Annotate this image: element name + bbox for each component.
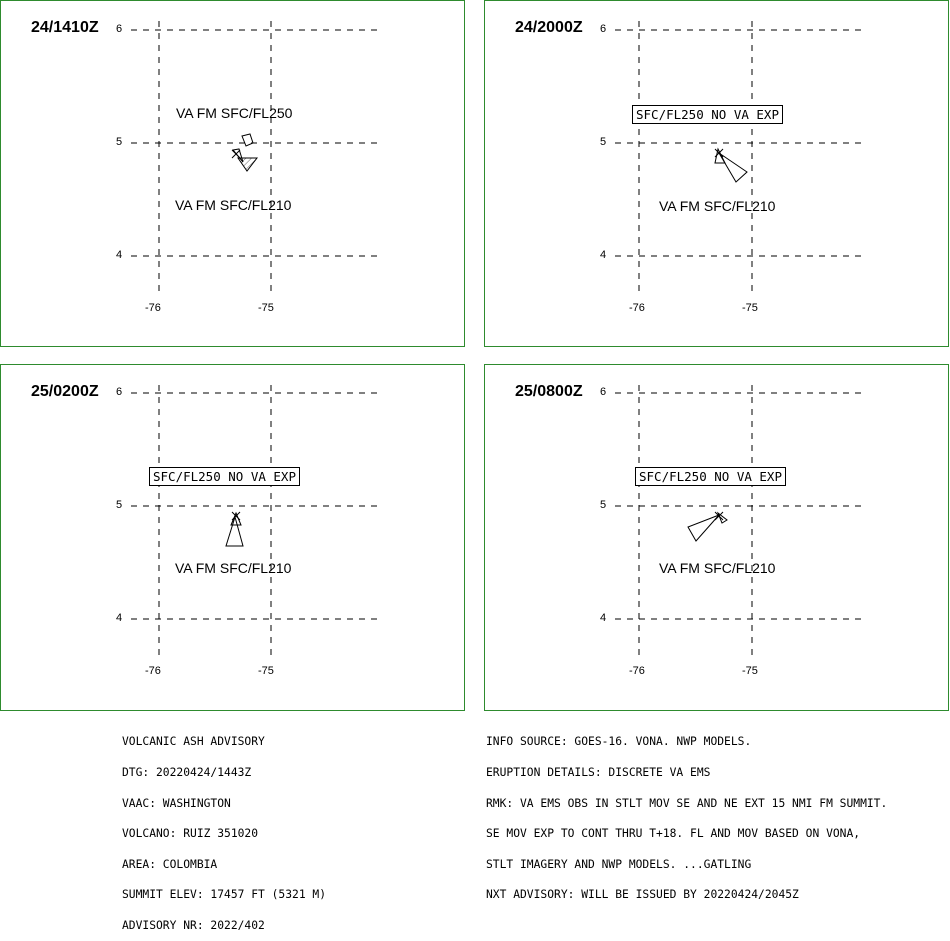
- lat-tick-4: 4: [600, 249, 607, 261]
- lon-tick-76: -76: [145, 665, 161, 677]
- ash-label-fl210: VA FM SFC/FL210: [659, 198, 776, 214]
- advisory-line: VOLCANIC ASH ADVISORY: [122, 735, 265, 749]
- advisory-info-left: [122, 717, 326, 941]
- lat-tick-5: 5: [600, 499, 607, 511]
- advisory-line: SUMMIT ELEV: 17457 FT (5321 M): [122, 888, 327, 902]
- map-grid-4: [485, 365, 950, 712]
- ash-label-fl210: VA FM SFC/FL210: [175, 197, 292, 213]
- ash-label-fl210: VA FM SFC/FL210: [659, 560, 776, 576]
- forecast-panel-1: [0, 0, 465, 347]
- advisory-line: AREA: COLOMBIA: [122, 857, 218, 871]
- forecast-panel-4: [484, 364, 949, 711]
- lon-tick-75: -75: [742, 302, 758, 314]
- ash-polygons-1: [232, 134, 257, 171]
- lat-tick-4: 4: [116, 612, 123, 624]
- lat-tick-6: 6: [600, 23, 607, 35]
- lon-tick-75: -75: [258, 302, 274, 314]
- advisory-line: ERUPTION DETAILS: DISCRETE VA EMS: [486, 766, 711, 779]
- advisory-line: ADVISORY NR: 2022/402: [122, 918, 265, 932]
- advisory-line: NXT ADVISORY: WILL BE ISSUED BY 20220424/2045Z: [486, 888, 799, 902]
- lat-tick-4: 4: [600, 612, 607, 624]
- valid-time-2: 24/2000Z: [515, 19, 583, 36]
- map-grid-3: [1, 365, 466, 712]
- ash-label-fl250: VA FM SFC/FL250: [176, 105, 293, 121]
- valid-time-1: 24/1410Z: [31, 19, 99, 36]
- lon-tick-76: -76: [629, 665, 645, 677]
- lon-tick-75: -75: [742, 665, 758, 677]
- map-grid-1: [1, 1, 466, 348]
- valid-time-4: 25/0800Z: [515, 383, 583, 400]
- valid-time-3: 25/0200Z: [31, 383, 99, 400]
- advisory-line: SE MOV EXP TO CONT THRU T+18. FL AND MOV BASED ON VONA,: [486, 827, 861, 841]
- lat-tick-5: 5: [116, 136, 123, 148]
- advisory-line: STLT IMAGERY AND NWP MODELS. ...GATLING: [486, 857, 752, 871]
- advisory-line: VOLCANO: RUIZ 351020: [122, 827, 259, 841]
- no-va-box: SFC/FL250 NO VA EXP: [149, 467, 300, 486]
- advisory-line: VAAC: WASHINGTON: [122, 796, 231, 810]
- no-va-box: SFC/FL250 NO VA EXP: [635, 467, 786, 486]
- lon-tick-76: -76: [629, 302, 645, 314]
- ash-polygons-4: [688, 512, 727, 541]
- lat-tick-4: 4: [116, 249, 123, 261]
- ash-label-fl210: VA FM SFC/FL210: [175, 560, 292, 576]
- lat-tick-6: 6: [600, 386, 607, 398]
- advisory-line: RMK: VA EMS OBS IN STLT MOV SE AND NE EXT 15 NMI FM SUMMIT.: [486, 796, 888, 810]
- map-grid-2: [485, 1, 950, 348]
- forecast-panel-2: [484, 0, 949, 347]
- lat-tick-5: 5: [116, 499, 123, 511]
- forecast-panel-3: [0, 364, 465, 711]
- advisory-info-right: [486, 717, 887, 911]
- ash-polygons-2: [715, 149, 747, 182]
- lat-tick-6: 6: [116, 23, 123, 35]
- ash-polygons-3: [226, 512, 243, 546]
- advisory-line: INFO SOURCE: GOES-16. VONA. NWP MODELS.: [486, 735, 752, 749]
- lon-tick-76: -76: [145, 302, 161, 314]
- no-va-box: SFC/FL250 NO VA EXP: [632, 105, 783, 124]
- lon-tick-75: -75: [258, 665, 274, 677]
- lat-tick-5: 5: [600, 136, 607, 148]
- lat-tick-6: 6: [116, 386, 123, 398]
- advisory-line: DTG: 20220424/1443Z: [122, 766, 252, 779]
